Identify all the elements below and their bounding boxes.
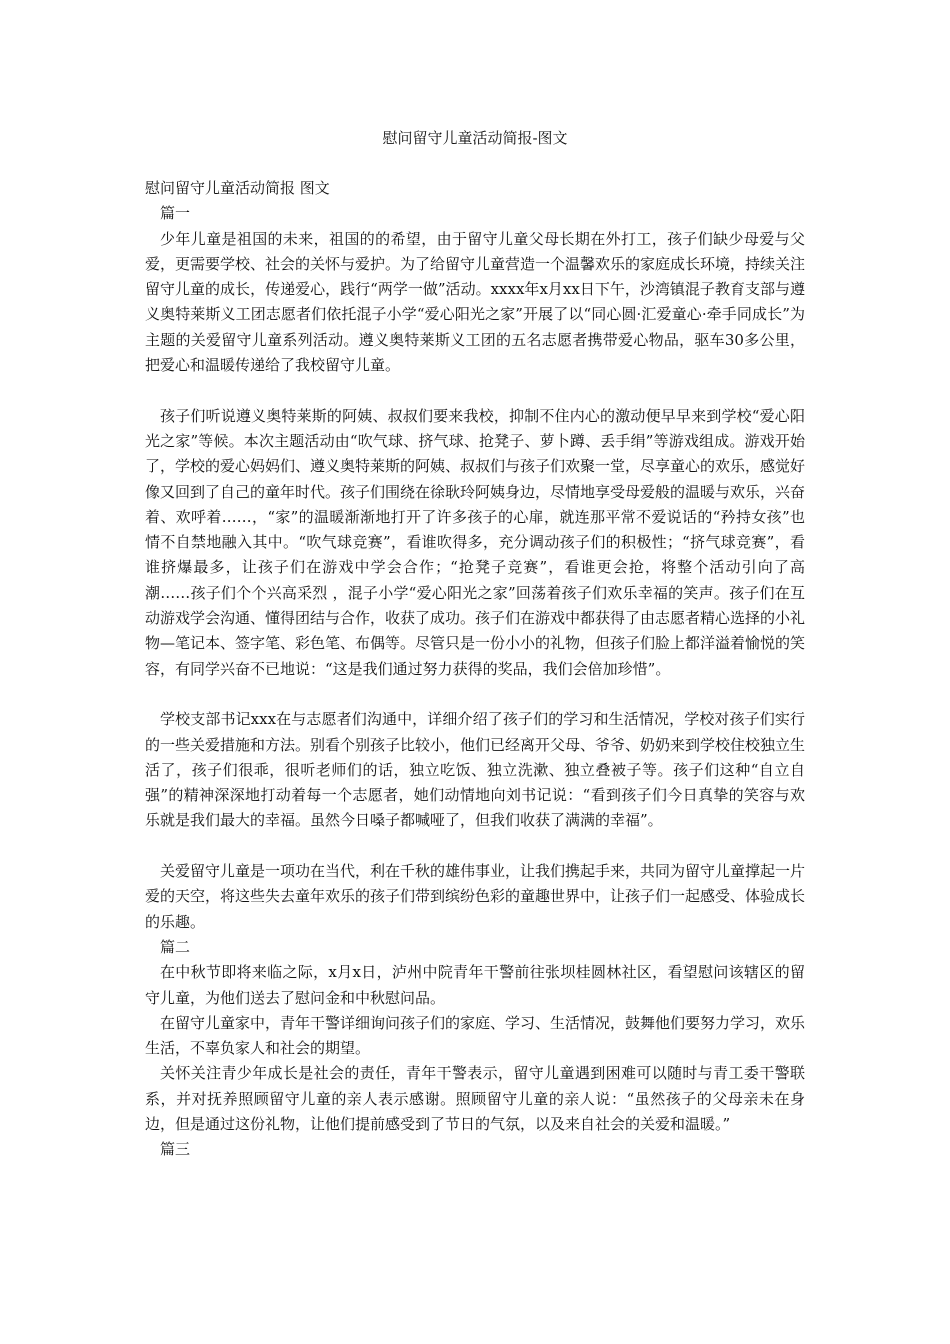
- paragraph-gap: [145, 378, 805, 403]
- section-label-2: 篇二: [160, 937, 191, 956]
- paragraph: 孩子们听说遵义奥特莱斯的阿姨、叔叔们要来我校，抑制不住内心的激动便早早来到学校“爱心阳光之家”等候。本次主题活动由“吹气球、挤气球、抢凳子、萝卜蹲、丢手绢”等游戏组成。游戏开始了，学校的爱心妈妈们、遵义奥特莱斯的阿姨、叔叔们与孩子们欢聚一堂，尽享童心的欢乐，感觉好像又回到了自己的童年时代。孩子们围绕在徐耿玲阿姨身边，尽情地享受母爱般的温暖与欢乐，兴奋着、欢呼着……，“家”的温暖渐渐地打开了许多孩子的心扉，就连那平常不爱说话的“矜持女孩”也情不自禁地融入其中。“吹气球竞赛”，看谁吹得多，充分调动孩子们的积极性；“挤气球竞赛”，看谁挤爆最多，让孩子们在游戏中学会合作；“抢凳子竞赛”，看谁更会抢，将整个活动引向了高潮……孩子们个个兴高采烈 ，混子小学“爱心阳光之家”回荡着孩子们欢乐幸福的笑声。孩子们在互动游戏学会沟通、懂得团结与合作，收获了成功。孩子们在游戏中都获得了由志愿者精心选择的小礼物—笔记本、签字笔、彩色笔、布偶等。尽管只是一份小小的礼物，但孩子们脸上都洋溢着愉悦的笑容，有同学兴奋不已地说：“这是我们通过努力获得的奖品，我们会倍加珍惜”。: [145, 406, 806, 678]
- document-subtitle: 慰问留守儿童活动简报 图文: [145, 179, 330, 197]
- section-label-3: 篇三: [160, 1140, 191, 1159]
- paragraph: 学校支部书记xxx在与志愿者们沟通中，详细介绍了孩子们的学习和生活情况，学校对孩子们实行的一些关爱措施和方法。别看个别孩子比较小，他们已经离开父母、爷爷、奶奶来到学校住校独立生活了，孩子们很乖，很听老师们的话，独立吃饭、独立洗漱、独立叠被子等。孩子们这种“自立自强”的精神深深地打动着每一个志愿者，她们动情地向刘书记说：“看到孩子们今日真挚的笑容与欢乐就是我们最大的幸福。虽然今日嗓子都喊哑了，但我们收获了满满的幸福”。: [145, 710, 806, 830]
- section-label-1: 篇一: [160, 204, 191, 223]
- paragraph-gap: [145, 682, 805, 707]
- paragraph-gap: [145, 834, 805, 859]
- document-title: 慰问留守儿童活动简报-图文: [382, 129, 568, 147]
- document-body: [145, 176, 805, 1163]
- paragraph: 关爱留守儿童是一项功在当代，利在千秋的雄伟事业，让我们携起手来，共同为留守儿童撑起一片爱的天空，将这些失去童年欢乐的孩子们带到缤纷色彩的童趣世界中，让孩子们一起感受、体验成长的乐趣。: [145, 862, 806, 931]
- paragraph: 在中秋节即将来临之际，x月x日，泸州中院青年干警前往张坝桂圆林社区，看望慰问该辖区的留守儿童，为他们送去了慰问金和中秋慰问品。: [145, 963, 805, 1007]
- paragraph: 关怀关注青少年成长是社会的责任，青年干警表示，留守儿童遇到困难可以随时与青工委干警联系，并对抚养照顾留守儿童的亲人表示感谢。照顾留守儿童的亲人说：“虽然孩子的父母亲未在身边，但是通过这份礼物，让他们提前感受到了节日的气氛，以及来自社会的关爱和温暖。”: [145, 1064, 805, 1133]
- paragraph: 少年儿童是祖国的未来，祖国的的希望，由于留守儿童父母长期在外打工，孩子们缺少母爱与父爱，更需要学校、社会的关怀与爱护。为了给留守儿童营造一个温馨欢乐的家庭成长环境，持续关注留守儿童的成长，传递爱心，践行“两学一做”活动。xxxx年x月xx日下午，沙湾镇混子教育支部与遵义奥特莱斯义工团志愿者们依托混子小学“爱心阳光之家”开展了以“同心圆·汇爱童心·牵手同成长”为主题的关爱留守儿童系列活动。遵义奥特莱斯义工团的五名志愿者携带爱心物品，驱车30多公里，把爱心和温暖传递给了我校留守儿童。: [145, 229, 806, 375]
- paragraph: 在留守儿童家中，青年干警详细询问孩子们的家庭、学习、生活情况，鼓舞他们要努力学习，欢乐生活，不辜负家人和社会的期望。: [145, 1013, 806, 1058]
